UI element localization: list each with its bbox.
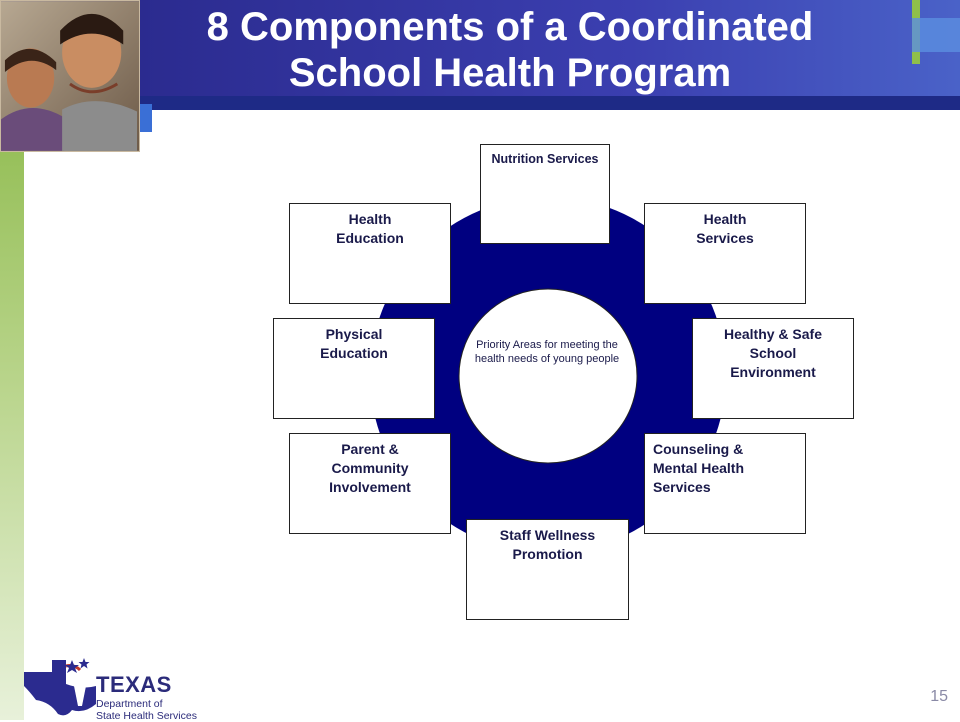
component-counseling-mental-health: Counseling & Mental Health Services [644,433,806,534]
center-label: Priority Areas for meeting the health needs of young people [474,339,620,365]
title-line-1: 8 Components of a Coordinated [206,5,814,49]
title-line-2: School Health Program [288,51,732,95]
page-number: 15 [930,688,948,705]
component-parent-community: Parent & Community Involvement [289,433,451,534]
component-healthy-safe-environment: Healthy & Safe School Environment [692,318,854,419]
logo-department-line-2: State Health Services [96,710,197,722]
logo-state-name: TEXAS [96,672,172,697]
logo-department-line-1: Department of [96,698,163,710]
component-physical-education: Physical Education [273,318,435,419]
component-staff-wellness: Staff Wellness Promotion [466,519,629,620]
component-health-services: Health Services [644,203,806,304]
logo-department [96,698,197,722]
logo-text [96,672,197,722]
center-circle [459,289,637,463]
component-nutrition-services: Nutrition Services [480,144,610,244]
component-health-education: Health Education [289,203,451,304]
